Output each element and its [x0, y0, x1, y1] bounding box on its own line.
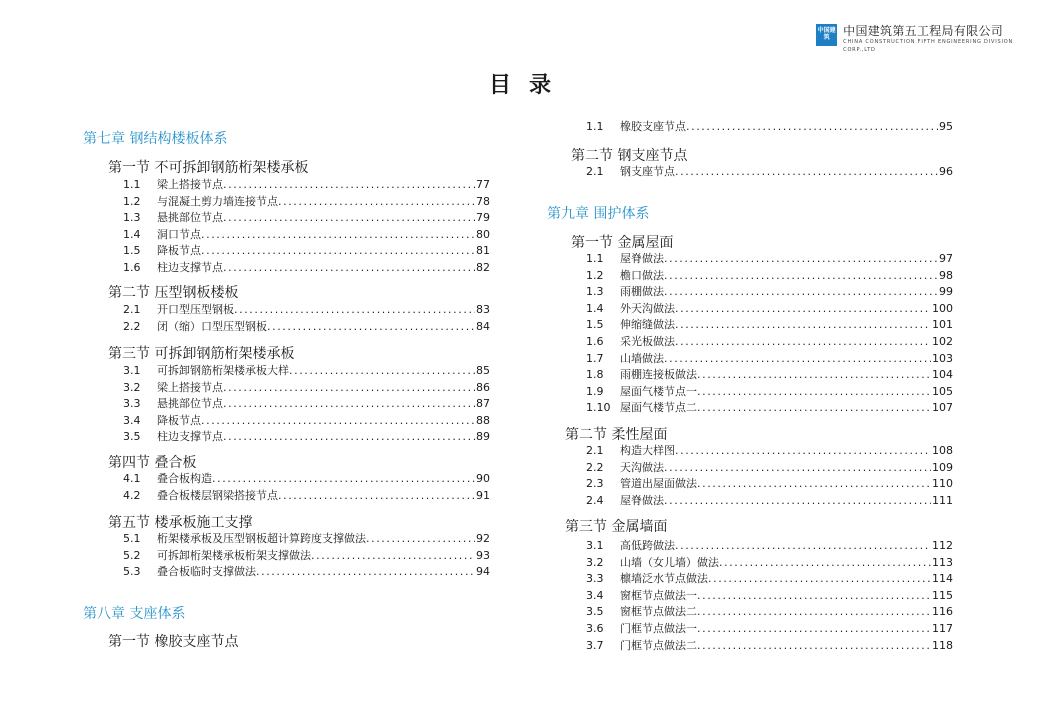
- toc-entry[interactable]: [586, 385, 953, 399]
- toc-entry-page: 85: [476, 364, 490, 377]
- dot-leader: [675, 444, 931, 458]
- dot-leader: [675, 539, 931, 553]
- toc-entry[interactable]: [123, 244, 490, 258]
- toc-entry[interactable]: [586, 285, 953, 299]
- toc-entry-title: 高低跨做法: [620, 539, 675, 552]
- toc-entry-page: 83: [476, 303, 490, 316]
- toc-entry-page: 87: [476, 397, 490, 411]
- toc-entry[interactable]: [123, 364, 490, 378]
- toc-entry-title: 屋脊做法: [620, 493, 664, 507]
- toc-entry-page: 92: [476, 532, 490, 545]
- toc-entry[interactable]: [586, 494, 953, 508]
- toc-entry-number: 3.4: [586, 588, 604, 602]
- toc-entry-number: 1.3: [586, 285, 604, 299]
- dot-leader: [201, 244, 475, 258]
- dot-leader: [675, 335, 931, 349]
- toc-entry-number: 3.6: [586, 622, 604, 635]
- section-heading[interactable]: 第二节 压型钢板楼板: [108, 285, 239, 301]
- dot-leader: [212, 472, 475, 486]
- section-heading[interactable]: 第二节 柔性屋面: [565, 427, 668, 443]
- toc-entry-number: 1.5: [123, 244, 141, 258]
- toc-entry-title: 伸缩缝做法: [620, 318, 675, 332]
- toc-entry-page: 98: [939, 268, 953, 282]
- dot-leader: [675, 318, 931, 332]
- company-name-cn: 中国建筑第五工程局有限公司: [843, 24, 1004, 38]
- toc-entry-title: 可拆卸钢筋桁架楼承板大样: [157, 364, 289, 377]
- toc-entry-page: 97: [939, 252, 953, 265]
- toc-entry-title: 闭（缩）口型压型钢板: [157, 319, 267, 333]
- toc-entry-page: 110: [932, 477, 953, 491]
- toc-entry-page: 116: [932, 605, 953, 619]
- toc-entry-number: 5.1: [123, 532, 141, 545]
- toc-entry-number: 5.3: [123, 565, 141, 579]
- toc-entry-title: 桁架楼承板及压型钢板超计算跨度支撑做法: [157, 532, 366, 545]
- toc-entry[interactable]: [123, 549, 490, 563]
- toc-entry-title: 门框节点做法二: [620, 638, 697, 652]
- toc-entry[interactable]: [586, 477, 953, 491]
- toc-entry-title: 叠合板楼层钢梁搭接节点: [157, 488, 278, 502]
- toc-entry-page: 86: [476, 380, 490, 394]
- dot-leader: [234, 303, 475, 317]
- toc-entry-number: 1.7: [586, 351, 604, 365]
- toc-entry-number: 4.1: [123, 472, 141, 485]
- toc-entry-title: 门框节点做法一: [620, 622, 697, 635]
- section-heading[interactable]: 第一节 橡胶支座节点: [108, 634, 239, 650]
- cscec-logo-icon: 中国建筑: [816, 24, 837, 46]
- toc-entry-number: 2.2: [586, 460, 604, 474]
- toc-entry-number: 3.4: [123, 413, 141, 427]
- toc-entry[interactable]: [586, 444, 953, 458]
- toc-entry[interactable]: [586, 589, 953, 603]
- company-name-en: CHINA CONSTRUCTION FIFTH ENGINEERING DIVISION CORP.,LTD: [843, 39, 1013, 53]
- dot-leader: [697, 401, 931, 415]
- dot-leader: [697, 385, 931, 399]
- dot-leader: [664, 285, 938, 299]
- dot-leader: [256, 565, 475, 579]
- toc-entry[interactable]: [586, 252, 953, 266]
- toc-entry-title: 山墙做法: [620, 351, 664, 365]
- toc-entry-title: 窗框节点做法一: [620, 588, 697, 602]
- toc-entry[interactable]: [123, 195, 490, 209]
- toc-entry[interactable]: [123, 261, 490, 275]
- toc-entry-number: 2.1: [586, 165, 604, 178]
- toc-entry[interactable]: [123, 381, 490, 395]
- toc-entry-number: 3.2: [586, 555, 604, 569]
- toc-entry-title: 屋脊做法: [620, 252, 664, 265]
- toc-entry-number: 1.8: [586, 368, 604, 382]
- toc-entry-number: 5.2: [123, 548, 141, 562]
- toc-entry-page: 102: [932, 335, 953, 348]
- toc-entry-title: 山墙（女儿墙）做法: [620, 555, 719, 569]
- toc-entry-number: 1.2: [123, 194, 141, 208]
- section-heading[interactable]: 第三节 可拆卸钢筋桁架楼承板: [108, 346, 295, 362]
- toc-entry-number: 3.1: [123, 364, 141, 377]
- toc-entry-title: 降板节点: [157, 413, 201, 427]
- toc-entry-page: 80: [476, 227, 490, 241]
- toc-entry-title: 柱边支撑节点: [157, 430, 223, 444]
- dot-leader: [719, 556, 931, 570]
- dot-leader: [311, 549, 475, 563]
- toc-entry[interactable]: [586, 539, 953, 553]
- toc-entry-page: 90: [476, 472, 490, 485]
- section-heading[interactable]: 第五节 楼承板施工支撑: [108, 515, 253, 531]
- section-heading[interactable]: 第一节 不可拆卸钢筋桁架楼承板: [108, 160, 309, 176]
- toc-entry-number: 1.6: [123, 261, 141, 274]
- toc-entry-number: 3.2: [123, 380, 141, 394]
- toc-entry-page: 94: [476, 565, 490, 579]
- toc-entry[interactable]: [123, 397, 490, 411]
- dot-leader: [664, 494, 931, 508]
- toc-entry-title: 开口型压型钢板: [157, 303, 234, 316]
- toc-entry[interactable]: [123, 178, 490, 192]
- dot-leader: [223, 261, 475, 275]
- dot-leader: [664, 461, 931, 475]
- toc-entry-title: 降板节点: [157, 244, 201, 258]
- dot-leader: [201, 414, 475, 428]
- toc-entry-number: 1.1: [586, 252, 604, 265]
- toc-entry-page: 104: [932, 368, 953, 382]
- dot-leader: [664, 252, 938, 266]
- toc-entry-title: 可拆卸桁架楼承板桁架支撑做法: [157, 548, 311, 562]
- dot-leader: [675, 302, 931, 316]
- toc-entry-number: 3.3: [123, 397, 141, 411]
- toc-entry[interactable]: [586, 556, 953, 570]
- toc-entry-page: 105: [932, 384, 953, 398]
- toc-entry[interactable]: [586, 318, 953, 332]
- toc-entry-page: 107: [932, 401, 953, 415]
- toc-entry[interactable]: [586, 572, 953, 586]
- toc-entry-title: 窗框节点做法二: [620, 605, 697, 619]
- toc-entry-title: 梁上搭接节点: [157, 380, 223, 394]
- toc-entry[interactable]: [586, 352, 953, 366]
- toc-entry-page: 114: [932, 572, 953, 586]
- toc-entry-number: 2.1: [123, 303, 141, 316]
- toc-entry[interactable]: [586, 622, 953, 636]
- toc-entry-number: 1.1: [123, 178, 141, 191]
- dot-leader: [697, 477, 931, 491]
- toc-entry-number: 2.3: [586, 477, 604, 491]
- toc-entry-number: 3.7: [586, 638, 604, 652]
- toc-entry-number: 1.1: [586, 120, 604, 133]
- toc-entry[interactable]: [586, 335, 953, 349]
- toc-entry-page: 117: [932, 622, 953, 635]
- toc-entry-title: 钢支座节点: [620, 165, 675, 178]
- section-heading[interactable]: 第一节 金属屋面: [571, 235, 674, 251]
- toc-entry[interactable]: [123, 430, 490, 444]
- section-heading[interactable]: 第二节 钢支座节点: [571, 148, 688, 164]
- toc-entry-number: 1.9: [586, 384, 604, 398]
- toc-entry-page: 113: [932, 555, 953, 569]
- toc-entry-number: 3.5: [586, 605, 604, 619]
- dot-leader: [278, 489, 475, 503]
- dot-leader: [664, 352, 931, 366]
- toc-entry-page: 103: [932, 351, 953, 365]
- toc-entry-title: 柱边支撑节点: [157, 261, 223, 274]
- toc-entry-title: 天沟做法: [620, 460, 664, 474]
- dot-leader: [366, 532, 475, 546]
- dot-leader: [201, 228, 475, 242]
- toc-entry-page: 112: [932, 539, 953, 552]
- toc-entry[interactable]: [123, 414, 490, 428]
- toc-entry[interactable]: [123, 472, 490, 486]
- dot-leader: [664, 269, 938, 283]
- company-logo: [816, 24, 1040, 54]
- toc-entry[interactable]: [123, 228, 490, 242]
- dot-leader: [278, 195, 475, 209]
- toc-entry-title: 叠合板构造: [157, 472, 212, 485]
- toc-entry-number: 3.1: [586, 539, 604, 552]
- toc-entry-page: 115: [932, 588, 953, 602]
- toc-entry[interactable]: [123, 211, 490, 225]
- dot-leader: [289, 364, 475, 378]
- toc-entry-title: 洞口节点: [157, 227, 201, 241]
- chapter-9-heading[interactable]: 第九章 围护体系: [547, 206, 650, 222]
- dot-leader: [697, 639, 931, 653]
- section-heading[interactable]: 第四节 叠合板: [108, 455, 197, 471]
- toc-entry-title: 雨棚做法: [620, 285, 664, 299]
- toc-entry-title: 橡胶支座节点: [620, 120, 686, 133]
- dot-leader: [223, 430, 475, 444]
- section-heading[interactable]: 第三节 金属墙面: [565, 519, 668, 535]
- toc-entry-title: 檩墙泛水节点做法: [620, 572, 708, 586]
- toc-entry-page: 101: [932, 318, 953, 332]
- toc-entry-page: 111: [932, 493, 953, 507]
- toc-entry-page: 96: [939, 165, 953, 178]
- toc-entry-number: 1.6: [586, 335, 604, 348]
- dot-leader: [697, 605, 931, 619]
- toc-entry[interactable]: [586, 368, 953, 382]
- toc-entry-number: 3.5: [123, 430, 141, 444]
- toc-entry[interactable]: [123, 320, 490, 334]
- toc-entry-number: 1.3: [123, 211, 141, 225]
- toc-entry-page: 77: [476, 178, 490, 191]
- toc-entry-number: 2.2: [123, 319, 141, 333]
- toc-entry-title: 管道出屋面做法: [620, 477, 697, 491]
- toc-entry-page: 84: [476, 319, 490, 333]
- toc-entry-title: 雨棚连接板做法: [620, 368, 697, 382]
- toc-entry-page: 99: [939, 285, 953, 299]
- toc-entry[interactable]: [123, 532, 490, 546]
- toc-entry[interactable]: [123, 565, 490, 579]
- toc-entry-page: 79: [476, 211, 490, 225]
- toc-entry-page: 81: [476, 244, 490, 258]
- toc-entry-page: 91: [476, 488, 490, 502]
- toc-entry[interactable]: [586, 461, 953, 475]
- dot-leader: [223, 397, 475, 411]
- toc-entry-page: 88: [476, 413, 490, 427]
- toc-entry-number: 3.3: [586, 572, 604, 586]
- dot-leader: [697, 589, 931, 603]
- dot-leader: [697, 368, 931, 382]
- dot-leader: [223, 211, 475, 225]
- toc-entry-title: 屋面气楼节点一: [620, 384, 697, 398]
- toc-entry-title: 悬挑部位节点: [157, 397, 223, 411]
- chapter-7-heading[interactable]: 第七章 钢结构楼板体系: [83, 131, 228, 147]
- toc-entry-number: 2.4: [586, 493, 604, 507]
- toc-entry-title: 悬挑部位节点: [157, 211, 223, 225]
- toc-entry[interactable]: [586, 120, 953, 134]
- toc-entry-title: 梁上搭接节点: [157, 178, 223, 191]
- toc-entry-title: 屋面气楼节点二: [620, 401, 697, 415]
- toc-entry-title: 与混凝土剪力墙连接节点: [157, 194, 278, 208]
- dot-leader: [223, 381, 475, 395]
- toc-entry[interactable]: [123, 489, 490, 503]
- toc-entry-title: 叠合板临时支撑做法: [157, 565, 256, 579]
- toc-entry-number: 4.2: [123, 488, 141, 502]
- toc-entry[interactable]: [123, 303, 490, 317]
- dot-leader: [686, 120, 938, 134]
- dot-leader: [708, 572, 931, 586]
- dot-leader: [223, 178, 475, 192]
- toc-entry-page: 95: [939, 120, 953, 133]
- toc-entry-title: 构造大样图: [620, 444, 675, 457]
- page-title: 目录: [488, 73, 569, 98]
- toc-entry-page: 109: [932, 460, 953, 474]
- toc-entry-number: 1.4: [586, 301, 604, 315]
- toc-entry[interactable]: [586, 302, 953, 316]
- toc-entry-page: 100: [932, 301, 953, 315]
- toc-entry-page: 118: [932, 638, 953, 652]
- toc-entry-page: 89: [476, 430, 490, 444]
- toc-entry[interactable]: [586, 605, 953, 619]
- dot-leader: [675, 165, 938, 179]
- toc-entry-number: 2.1: [586, 444, 604, 457]
- toc-entry-number: 1.2: [586, 268, 604, 282]
- toc-entry-page: 82: [476, 261, 490, 274]
- dot-leader: [267, 320, 475, 334]
- toc-entry-page: 78: [476, 194, 490, 208]
- toc-entry[interactable]: [586, 401, 953, 415]
- toc-entry-number: 1.5: [586, 318, 604, 332]
- chapter-8-heading[interactable]: 第八章 支座体系: [83, 606, 186, 622]
- toc-entry-page: 108: [932, 444, 953, 457]
- toc-entry-title: 采光板做法: [620, 335, 675, 348]
- toc-entry-number: 1.10: [586, 401, 611, 415]
- toc-entry-title: 外天沟做法: [620, 301, 675, 315]
- toc-entry[interactable]: [586, 269, 953, 283]
- toc-entry[interactable]: [586, 639, 953, 653]
- toc-entry-number: 1.4: [123, 227, 141, 241]
- toc-entry-title: 檐口做法: [620, 268, 664, 282]
- toc-entry-page: 93: [476, 548, 490, 562]
- toc-entry[interactable]: [586, 165, 953, 179]
- dot-leader: [697, 622, 931, 636]
